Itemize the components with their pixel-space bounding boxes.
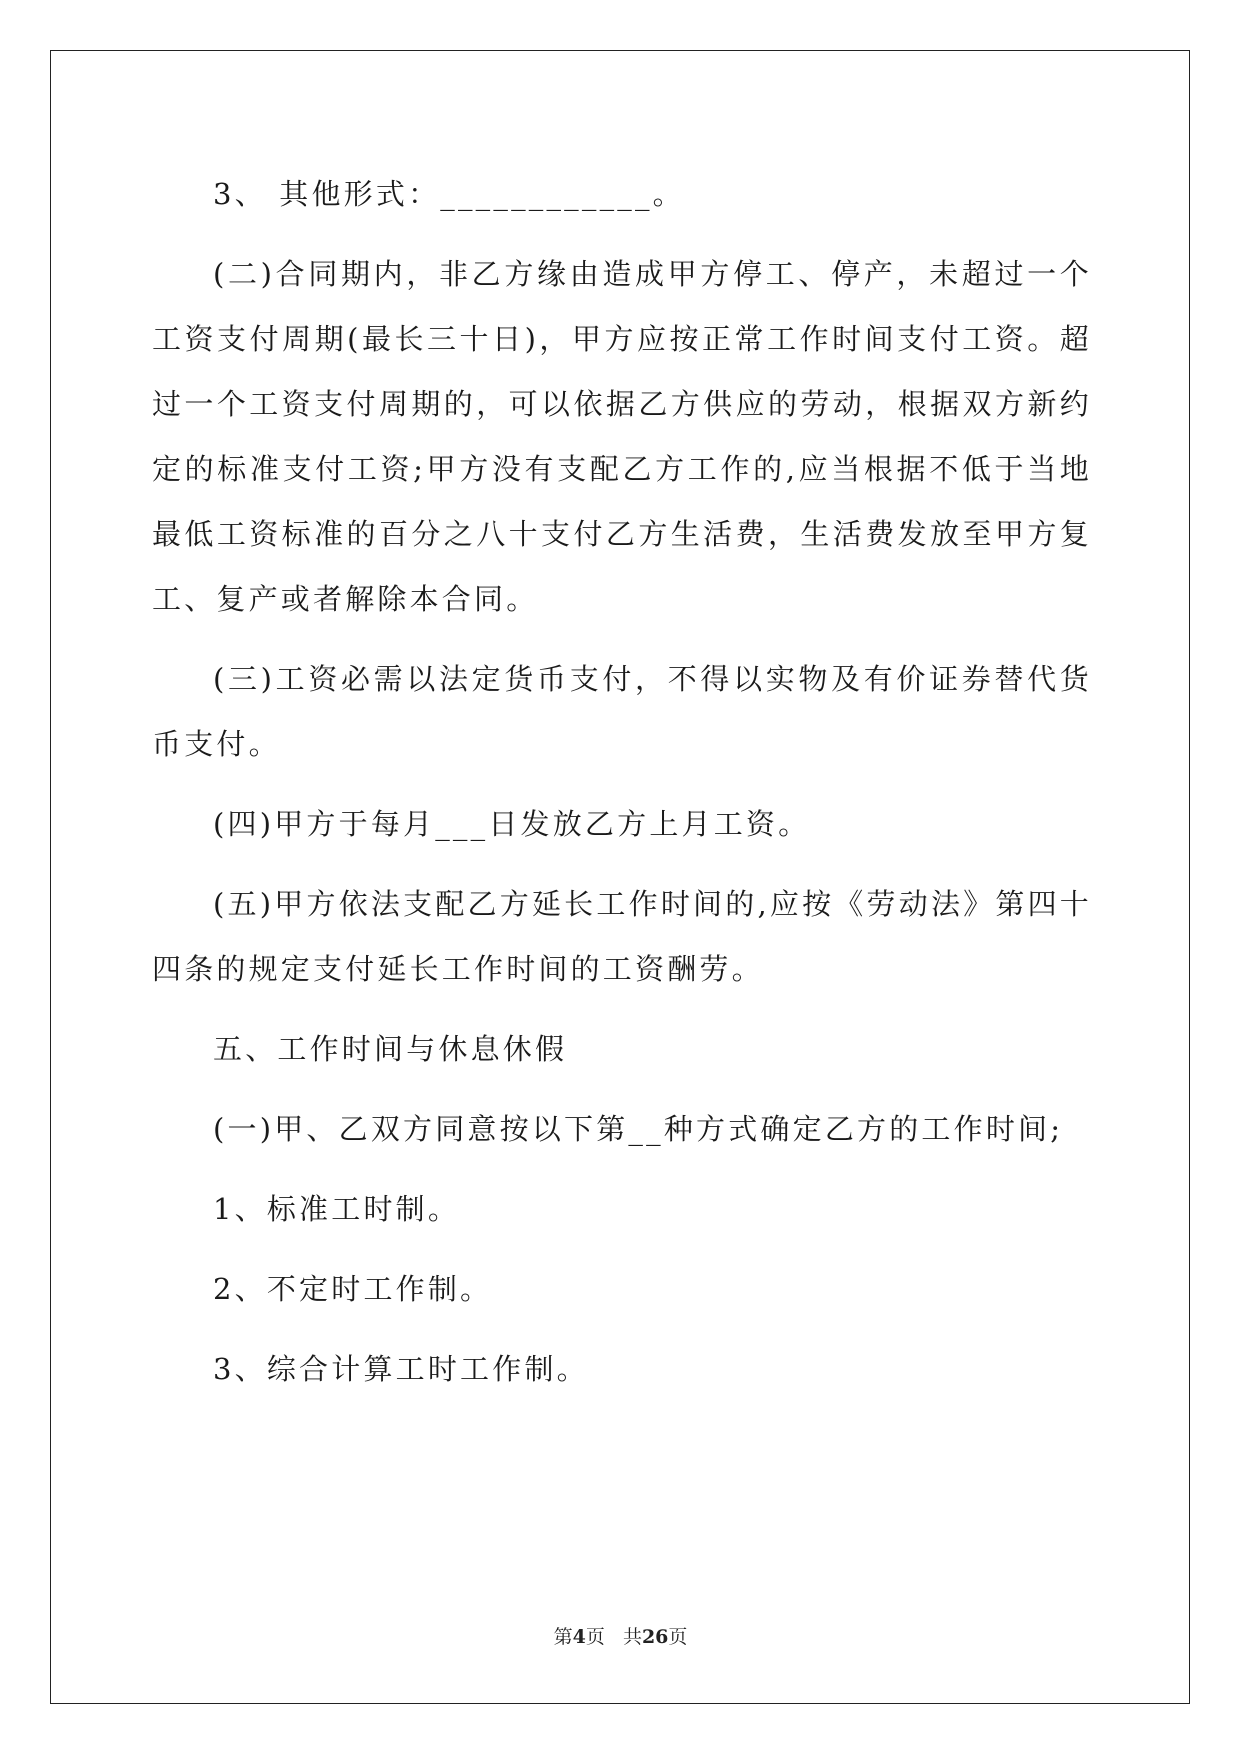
footer-suffix: 页 — [668, 1626, 688, 1648]
paragraph-other-form: 3、 其他形式：____________。 — [213, 177, 685, 211]
total-page-number: 26 — [641, 1626, 669, 1648]
list-item-flexible-hours: 2、不定时工作制。 — [213, 1272, 493, 1306]
document-body — [152, 162, 1092, 1402]
paragraph-legal-currency: (三)工资必需以法定货币支付，不得以实物及有价证券替代货币支付。 — [152, 662, 1092, 761]
footer-middle: 页 共 — [585, 1626, 642, 1648]
paragraph-overtime-pay: (五)甲方依法支配乙方延长工作时间的,应按《劳动法》第四十四条的规定支付延长工作时间的工资酬劳。 — [152, 887, 1092, 986]
section-heading-work-time: 五、工作时间与休息休假 — [213, 1032, 568, 1066]
footer-prefix: 第 — [553, 1626, 573, 1648]
page-footer — [0, 1622, 1241, 1649]
current-page-number: 4 — [572, 1626, 586, 1648]
paragraph-work-time-mode: (一)甲、乙双方同意按以下第__种方式确定乙方的工作时间; — [213, 1112, 1064, 1146]
paragraph-work-stoppage: (二)合同期内，非乙方缘由造成甲方停工、停产，未超过一个工资支付周期(最长三十日)，甲方应按正常工作时间支付工资。超过一个工资支付周期的，可以依据乙方供应的劳动，根据双方新约定的标准支付工资;甲方没有支配乙方工作的,应当根据不低于当地最低工资标准的百分之八十支付乙方生活费，生活费发放至甲方复工、复产或者解除本合同。 — [152, 257, 1092, 616]
list-item-comprehensive-hours: 3、综合计算工时工作制。 — [213, 1352, 589, 1386]
paragraph-pay-day: (四)甲方于每月___日发放乙方上月工资。 — [213, 807, 811, 841]
list-item-standard-hours: 1、标准工时制。 — [213, 1192, 461, 1226]
